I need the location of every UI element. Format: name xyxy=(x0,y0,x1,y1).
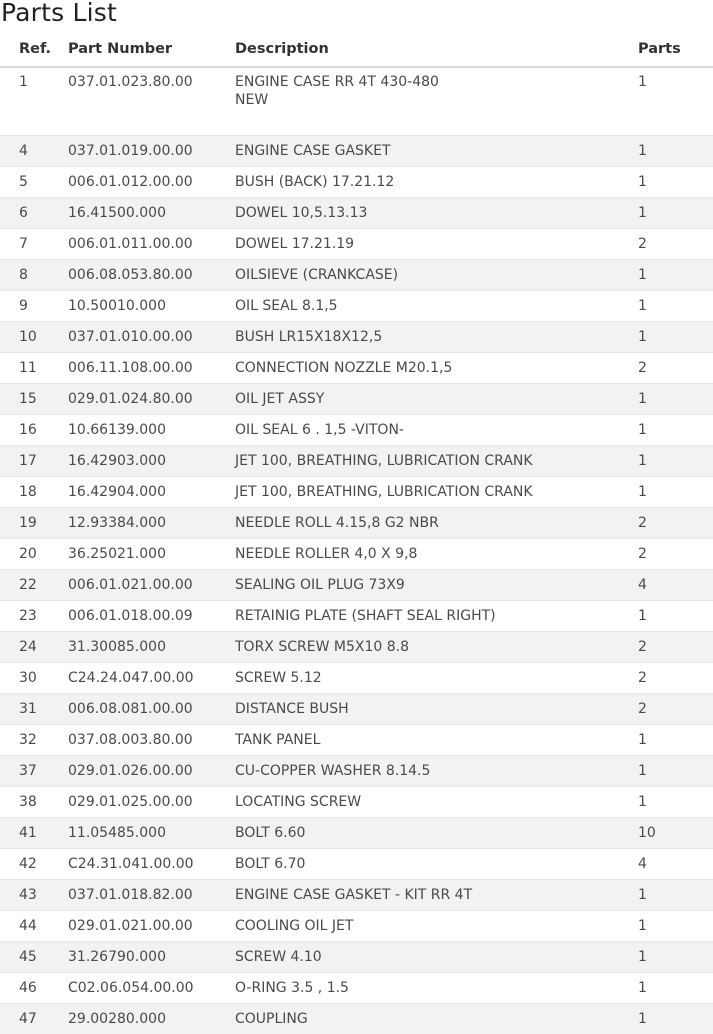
ref-cell: 15 xyxy=(0,384,68,415)
ref-cell: 1 xyxy=(0,67,68,136)
ref-cell: 19 xyxy=(0,508,68,539)
part-number-cell: 037.08.003.80.00 xyxy=(68,725,235,756)
parts-count-cell: 2 xyxy=(638,353,713,384)
part-number-cell: 31.26790.000 xyxy=(68,942,235,973)
ref-cell: 18 xyxy=(0,477,68,508)
description-text: BOLT 6.60 xyxy=(235,825,638,841)
description-cell xyxy=(235,725,638,756)
parts-count-cell: 1 xyxy=(638,198,713,229)
description-cell xyxy=(235,694,638,725)
description-text: DOWEL 17.21.19 xyxy=(235,236,638,252)
part-number-cell: 10.50010.000 xyxy=(68,291,235,322)
description-text: ENGINE CASE GASKET xyxy=(235,143,638,159)
parts-count-cell: 1 xyxy=(638,601,713,632)
description-cell xyxy=(235,167,638,198)
description-text: OILSIEVE (CRANKCASE) xyxy=(235,267,638,283)
table-row xyxy=(0,167,713,198)
part-number-cell: 037.01.023.80.00 xyxy=(68,67,235,136)
ref-cell: 9 xyxy=(0,291,68,322)
description-cell xyxy=(235,849,638,880)
description-cell xyxy=(235,1004,638,1034)
parts-count-cell: 1 xyxy=(638,787,713,818)
description-text: OIL JET ASSY xyxy=(235,391,638,407)
part-number-cell: 006.01.018.00.09 xyxy=(68,601,235,632)
part-number-cell: 006.08.053.80.00 xyxy=(68,260,235,291)
description-cell xyxy=(235,136,638,167)
description-cell xyxy=(235,570,638,601)
ref-cell: 23 xyxy=(0,601,68,632)
table-row xyxy=(0,446,713,477)
description-text: DOWEL 10,5.13.13 xyxy=(235,205,638,221)
table-row xyxy=(0,787,713,818)
description-text: ENGINE CASE RR 4T 430-480 xyxy=(235,73,638,91)
description-cell xyxy=(235,198,638,229)
description-cell xyxy=(235,415,638,446)
description-cell xyxy=(235,384,638,415)
table-row xyxy=(0,756,713,787)
table-row xyxy=(0,477,713,508)
parts-count-cell: 1 xyxy=(638,415,713,446)
table-row xyxy=(0,911,713,942)
parts-count-cell: 2 xyxy=(638,229,713,260)
part-number-cell: 037.01.019.00.00 xyxy=(68,136,235,167)
table-row xyxy=(0,67,713,136)
description-cell xyxy=(235,67,638,136)
description-cell xyxy=(235,973,638,1004)
part-number-cell: 16.42903.000 xyxy=(68,446,235,477)
ref-cell: 16 xyxy=(0,415,68,446)
table-row xyxy=(0,880,713,911)
parts-count-cell: 1 xyxy=(638,973,713,1004)
part-number-cell: 006.01.012.00.00 xyxy=(68,167,235,198)
table-row xyxy=(0,229,713,260)
part-number-cell: C24.31.041.00.00 xyxy=(68,849,235,880)
parts-count-cell: 4 xyxy=(638,849,713,880)
column-header-parts: Parts xyxy=(638,32,713,67)
table-row xyxy=(0,694,713,725)
ref-cell: 45 xyxy=(0,942,68,973)
table-row xyxy=(0,663,713,694)
part-number-cell: 029.01.024.80.00 xyxy=(68,384,235,415)
parts-count-cell: 1 xyxy=(638,446,713,477)
parts-count-cell: 1 xyxy=(638,67,713,136)
parts-count-cell: 1 xyxy=(638,291,713,322)
ref-cell: 42 xyxy=(0,849,68,880)
part-number-cell: 10.66139.000 xyxy=(68,415,235,446)
parts-count-cell: 1 xyxy=(638,384,713,415)
table-row xyxy=(0,973,713,1004)
description-cell xyxy=(235,663,638,694)
description-cell xyxy=(235,353,638,384)
part-number-cell: 029.01.025.00.00 xyxy=(68,787,235,818)
parts-count-cell: 1 xyxy=(638,725,713,756)
description-text: ENGINE CASE GASKET - KIT RR 4T xyxy=(235,887,638,903)
description-cell xyxy=(235,539,638,570)
part-number-cell: 029.01.021.00.00 xyxy=(68,911,235,942)
part-number-cell: 16.42904.000 xyxy=(68,477,235,508)
description-text: DISTANCE BUSH xyxy=(235,701,638,717)
description-text: O-RING 3.5 , 1.5 xyxy=(235,980,638,996)
table-row xyxy=(0,725,713,756)
part-number-cell: 037.01.010.00.00 xyxy=(68,322,235,353)
ref-cell: 20 xyxy=(0,539,68,570)
description-cell xyxy=(235,818,638,849)
part-number-cell: 006.11.108.00.00 xyxy=(68,353,235,384)
ref-cell: 22 xyxy=(0,570,68,601)
part-number-cell: C24.24.047.00.00 xyxy=(68,663,235,694)
description-text: COUPLING xyxy=(235,1011,638,1027)
ref-cell: 24 xyxy=(0,632,68,663)
ref-cell: 47 xyxy=(0,1004,68,1034)
parts-table-body xyxy=(0,67,713,1034)
parts-count-cell: 2 xyxy=(638,694,713,725)
description-cell xyxy=(235,632,638,663)
parts-count-cell: 1 xyxy=(638,136,713,167)
parts-count-cell: 10 xyxy=(638,818,713,849)
description-text: BUSH LR15X18X12,5 xyxy=(235,329,638,345)
part-number-cell: 006.01.011.00.00 xyxy=(68,229,235,260)
part-number-cell: 29.00280.000 xyxy=(68,1004,235,1034)
page-title: Parts List xyxy=(0,0,713,32)
description-cell xyxy=(235,477,638,508)
table-row xyxy=(0,384,713,415)
ref-cell: 4 xyxy=(0,136,68,167)
parts-count-cell: 4 xyxy=(638,570,713,601)
parts-count-cell: 2 xyxy=(638,539,713,570)
description-text: SEALING OIL PLUG 73X9 xyxy=(235,577,638,593)
description-text: COOLING OIL JET xyxy=(235,918,638,934)
ref-cell: 17 xyxy=(0,446,68,477)
parts-count-cell: 1 xyxy=(638,880,713,911)
description-cell xyxy=(235,446,638,477)
parts-count-cell: 1 xyxy=(638,942,713,973)
parts-count-cell: 2 xyxy=(638,632,713,663)
description-cell xyxy=(235,787,638,818)
description-text: BUSH (BACK) 17.21.12 xyxy=(235,174,638,190)
ref-cell: 32 xyxy=(0,725,68,756)
table-row xyxy=(0,353,713,384)
table-row xyxy=(0,291,713,322)
parts-table-header xyxy=(0,32,713,67)
table-row xyxy=(0,1004,713,1034)
parts-count-cell: 1 xyxy=(638,1004,713,1034)
table-row xyxy=(0,136,713,167)
description-cell xyxy=(235,942,638,973)
description-text: CONNECTION NOZZLE M20.1,5 xyxy=(235,360,638,376)
parts-count-cell: 1 xyxy=(638,477,713,508)
table-row xyxy=(0,198,713,229)
parts-count-cell: 2 xyxy=(638,508,713,539)
part-number-cell: 029.01.026.00.00 xyxy=(68,756,235,787)
ref-cell: 44 xyxy=(0,911,68,942)
part-number-cell: 31.30085.000 xyxy=(68,632,235,663)
description-text: JET 100, BREATHING, LUBRICATION CRANK xyxy=(235,453,638,469)
part-number-cell: C02.06.054.00.00 xyxy=(68,973,235,1004)
table-row xyxy=(0,570,713,601)
part-number-cell: 11.05485.000 xyxy=(68,818,235,849)
ref-cell: 8 xyxy=(0,260,68,291)
description-text: SCREW 5.12 xyxy=(235,670,638,686)
description-text: TANK PANEL xyxy=(235,732,638,748)
parts-count-cell: 1 xyxy=(638,167,713,198)
part-number-cell: 16.41500.000 xyxy=(68,198,235,229)
parts-count-cell: 2 xyxy=(638,663,713,694)
ref-cell: 10 xyxy=(0,322,68,353)
parts-table xyxy=(0,32,713,1034)
table-row xyxy=(0,818,713,849)
table-row xyxy=(0,539,713,570)
part-number-cell: 006.01.021.00.00 xyxy=(68,570,235,601)
table-row xyxy=(0,322,713,353)
ref-cell: 46 xyxy=(0,973,68,1004)
parts-count-cell: 1 xyxy=(638,911,713,942)
description-text: JET 100, BREATHING, LUBRICATION CRANK xyxy=(235,484,638,500)
ref-cell: 5 xyxy=(0,167,68,198)
part-number-cell: 006.08.081.00.00 xyxy=(68,694,235,725)
description-cell xyxy=(235,911,638,942)
ref-cell: 31 xyxy=(0,694,68,725)
table-row xyxy=(0,849,713,880)
description-cell xyxy=(235,880,638,911)
description-text-continued: NEW xyxy=(235,91,638,109)
description-cell xyxy=(235,508,638,539)
part-number-cell: 36.25021.000 xyxy=(68,539,235,570)
description-cell xyxy=(235,260,638,291)
description-cell xyxy=(235,229,638,260)
description-cell xyxy=(235,601,638,632)
table-row xyxy=(0,260,713,291)
ref-cell: 30 xyxy=(0,663,68,694)
parts-count-cell: 1 xyxy=(638,756,713,787)
table-row xyxy=(0,415,713,446)
header-row xyxy=(0,32,713,67)
part-number-cell: 037.01.018.82.00 xyxy=(68,880,235,911)
column-header-part-number: Part Number xyxy=(68,32,235,67)
table-row xyxy=(0,508,713,539)
description-text: SCREW 4.10 xyxy=(235,949,638,965)
ref-cell: 37 xyxy=(0,756,68,787)
ref-cell: 6 xyxy=(0,198,68,229)
table-row xyxy=(0,632,713,663)
column-header-ref: Ref. xyxy=(0,32,68,67)
description-cell xyxy=(235,322,638,353)
description-text: OIL SEAL 8.1,5 xyxy=(235,298,638,314)
description-cell xyxy=(235,756,638,787)
parts-count-cell: 1 xyxy=(638,260,713,291)
ref-cell: 41 xyxy=(0,818,68,849)
parts-count-cell: 1 xyxy=(638,322,713,353)
description-text: LOCATING SCREW xyxy=(235,794,638,810)
table-row xyxy=(0,942,713,973)
column-header-description: Description xyxy=(235,32,638,67)
description-text: CU-COPPER WASHER 8.14.5 xyxy=(235,763,638,779)
part-number-cell: 12.93384.000 xyxy=(68,508,235,539)
description-text: NEEDLE ROLLER 4,0 X 9,8 xyxy=(235,546,638,562)
ref-cell: 7 xyxy=(0,229,68,260)
ref-cell: 43 xyxy=(0,880,68,911)
description-cell xyxy=(235,291,638,322)
ref-cell: 11 xyxy=(0,353,68,384)
ref-cell: 38 xyxy=(0,787,68,818)
description-text: NEEDLE ROLL 4.15,8 G2 NBR xyxy=(235,515,638,531)
description-text: BOLT 6.70 xyxy=(235,856,638,872)
description-text: OIL SEAL 6 . 1,5 -VITON- xyxy=(235,422,638,438)
description-text: TORX SCREW M5X10 8.8 xyxy=(235,639,638,655)
description-text: RETAINIG PLATE (SHAFT SEAL RIGHT) xyxy=(235,608,638,624)
table-row xyxy=(0,601,713,632)
